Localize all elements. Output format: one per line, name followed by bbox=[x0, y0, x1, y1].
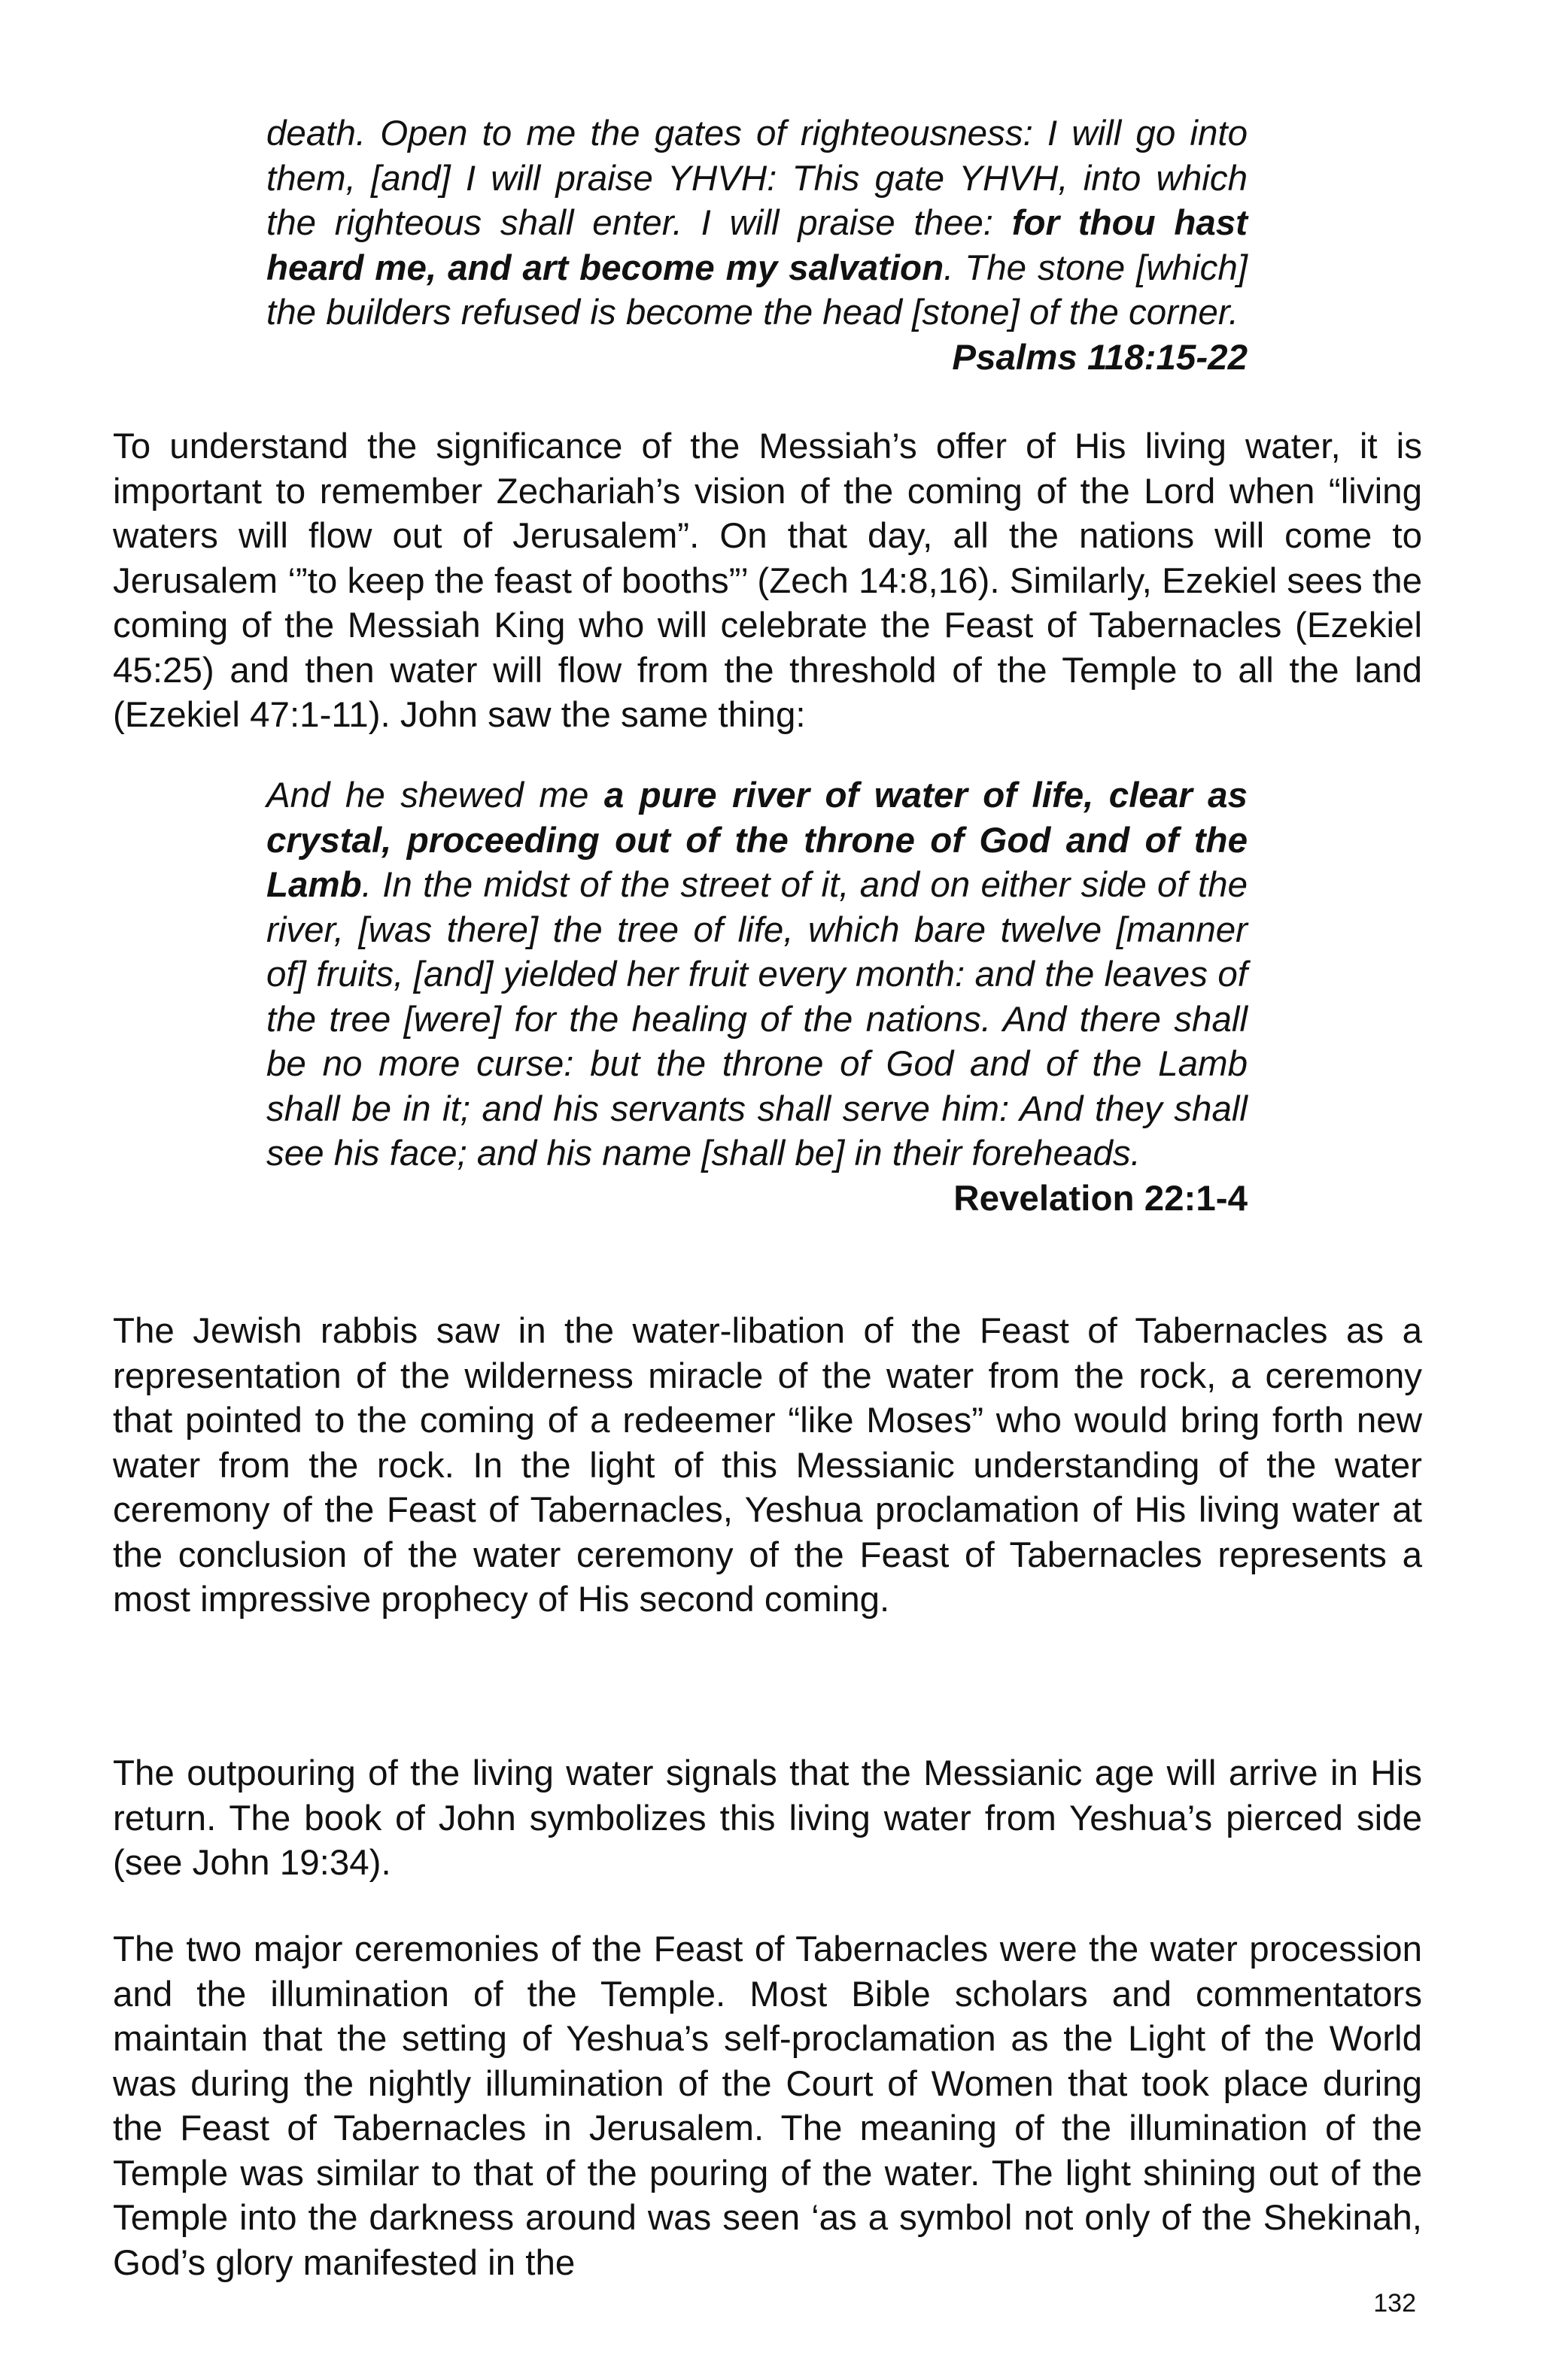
scripture-quote-psalms bbox=[266, 111, 1248, 380]
quote-text: . The stone [which] the builders refused is become the head [stone] of the corner. bbox=[266, 247, 1248, 332]
page-number: 132 bbox=[1373, 2289, 1416, 2318]
quote-emphasis: for thou hast heard me, and art become my salvation bbox=[266, 203, 1248, 288]
quote-reference: Psalms 118:15-22 bbox=[952, 337, 1248, 378]
quote-reference: Revelation 22:1-4 bbox=[953, 1178, 1248, 1219]
scripture-quote-revelation bbox=[266, 773, 1248, 1221]
body-paragraph: The two major ceremonies of the Feast of Tabernacles were the water procession and the illumination of the Temple. Most Bible scholars and commentators maintain that the setting of Yeshua’s self-proclamation as the Light of the World was during the nightly illumination of the Court of Women that took place during the Feast of Tabernacles in Jerusalem. The meaning of the illumination of the Temple was similar to that of the pouring of the water. The light shining out of the Temple into the darkness around was seen ‘as a symbol not only of the Shekinah, God’s glory manifested in the bbox=[113, 1929, 1422, 2283]
quote-text: death. Open to me the gates of righteousness: I will go into them, [and] I will praise YHVH: This gate YHVH, into which the righteous shall enter. I will praise thee: bbox=[266, 114, 1248, 243]
body-paragraph: The outpouring of the living water signals that the Messianic age will arrive in His return. The book of John symbolizes this living water from Yeshua’s pierced side (see John 19:34). bbox=[113, 1753, 1422, 1883]
body-paragraph: To understand the significance of the Messiah’s offer of His living water, it is important to remember Zechariah’s vision of the coming of the Lord when “living waters will flow out of Jerusalem”. On that day, all the nations will come to Jerusalem ‘”to keep the feast of booths”’ (Zech 14:8,16). Similarly, Ezekiel sees the coming of the Messiah King who will celebrate the Feast of Tabernacles (Ezekiel 45:25) and then water will flow from the threshold of the Temple to all the land (Ezekiel 47:1-11). John saw the same thing: bbox=[113, 427, 1422, 735]
quote-text: And he shewed me bbox=[266, 776, 604, 815]
quote-text: . In the midst of the street of it, and on either side of the river, [was there] the tree of life, which bare twelve [manner of] fruits, [and] yielded her fruit every month: and the leaves of the tree [were] for the healing of the nations. And there shall be no more curse: but the throne of God and of the Lamb shall be in it; and his servants shall serve him: And they shall see his face; and his name [shall be] in their foreheads. bbox=[266, 865, 1248, 1173]
body-paragraph: The Jewish rabbis saw in the water-libation of the Feast of Tabernacles as a representation of the wilderness miracle of the water from the rock, a ceremony that pointed to the coming of a redeemer “like Moses” who would bring forth new water from the rock. In the light of this Messianic understanding of the water ceremony of the Feast of Tabernacles, Yeshua proclamation of His living water at the conclusion of the water ceremony of the Feast of Tabernacles represents a most impressive prophecy of His second coming. bbox=[113, 1311, 1422, 1620]
quote-emphasis: a pure river of water of life, clear as crystal, proceeding out of the throne of God and of the Lamb bbox=[266, 776, 1248, 905]
